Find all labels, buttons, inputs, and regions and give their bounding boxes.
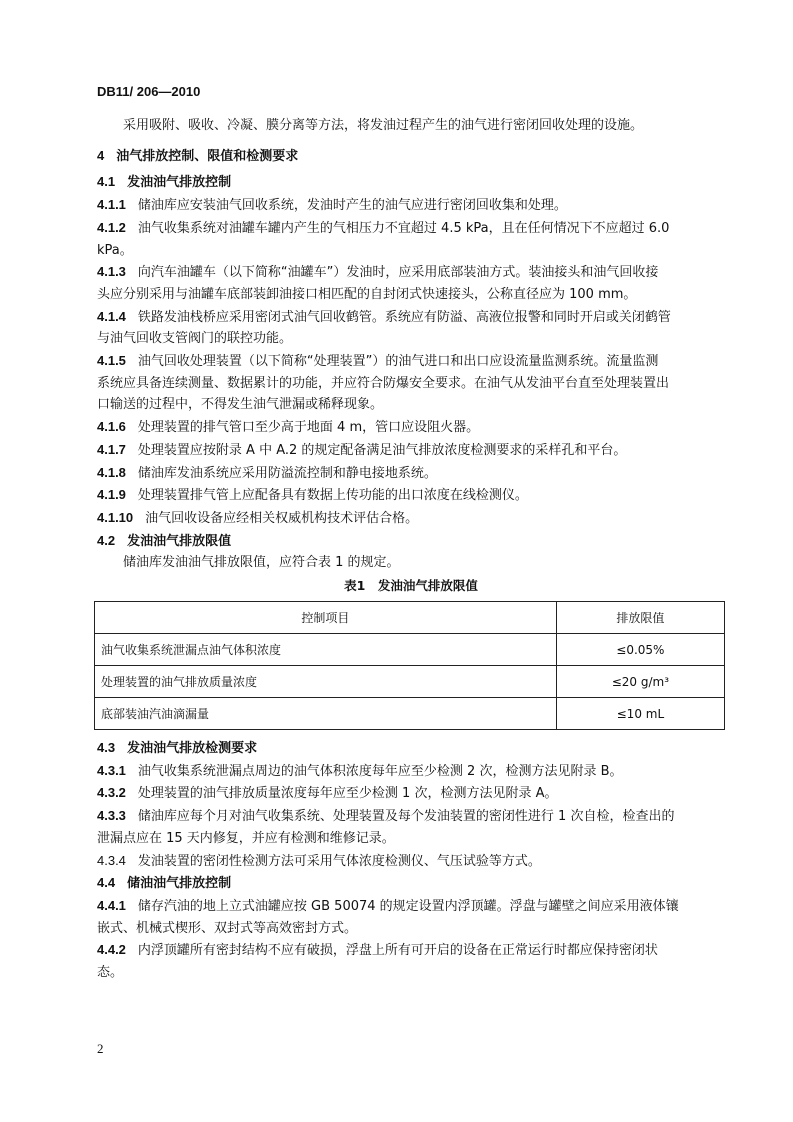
page-content [97,115,725,984]
clause-4-1-5 [97,350,725,373]
clause-number: 4.1.4 [97,308,126,324]
clause-4-4-1-cont: 嵌式、机械式楔形、双封式等高效密封方式。 [97,920,358,936]
clause-4-1-2 [97,217,725,240]
subsection-4-3-heading [97,737,725,760]
table-cell: 底部装油汽油滴漏量 [95,698,557,730]
clause-text: 处理装置排气管上应配备具有数据上传功能的出口浓度在线检测仪。 [137,488,528,504]
clause-4-4-2 [97,939,725,962]
clause-4-1-7 [97,439,725,462]
table-row [95,634,725,666]
clause-number: 4.1.3 [97,264,126,280]
subsection-title: 发油油气排放限值 [127,533,232,549]
clause-4-1-6 [97,416,725,439]
subsection-4-1-heading [97,171,725,194]
subsection-title: 储油油气排放控制 [127,876,232,892]
clause-number: 4.4.1 [97,897,126,913]
clause-4-3-1 [97,760,725,783]
clause-text: 储油库应每个月对油气收集系统、处理装置及每个发油装置的密闭性进行 1 次自检，检查出的 [137,809,675,825]
clause-number: 4.1.2 [97,219,126,235]
clause-4-3-4 [97,850,725,873]
clause-4-1-3-cont: 头应分别采用与油罐车底部装卸油接口相匹配的自封闭式快速接头，公称直径应为 100 mm。 [97,286,637,302]
subsection-number: 4.4 [97,875,116,891]
table-cell: 油气收集系统泄漏点油气体积浓度 [95,634,557,666]
emission-limits-table [94,601,725,730]
clause-number: 4.3.4 [97,852,126,868]
clause-4-1-5-cont: 口输送的过程中，不得发生油气泄漏或稀释现象。 [97,397,384,413]
clause-number: 4.3.1 [97,762,126,778]
clause-text: 储存汽油的地上立式油罐应按 GB 50074 的规定设置内浮顶罐。浮盘与罐壁之间应采用液体镶 [137,898,679,914]
clause-4-3-3-cont: 泄漏点应在 15 天内修复，并应有检测和维修记录。 [97,830,395,846]
clause-number: 4.1.8 [97,464,126,480]
table-cell: 处理装置的油气排放质量浓度 [95,666,557,698]
clause-text: 向汽车油罐车（以下简称“油罐车”）发油时，应采用底部装油方式。装油接头和油气回收接 [137,265,659,281]
clause-text: 发油装置的密闭性检测方法可采用气体浓度检测仪、气压试验等方式。 [137,853,541,869]
intro-paragraph: 采用吸附、吸收、冷凝、膜分离等方法，将发油过程产生的油气进行密闭回收处理的设施。 [123,118,644,133]
standard-code: DB11/ 206—2010 [97,84,201,99]
section-4-heading [97,145,725,168]
clause-4-4-2-cont: 态。 [97,965,124,981]
clause-number: 4.1.9 [97,487,126,503]
clause-4-1-3 [97,261,725,284]
clause-4-1-9 [97,484,725,507]
clause-number: 4.1.6 [97,419,126,435]
clause-text: 储油库应安装油气回收系统，发油时产生的油气应进行密闭回收集和处理。 [137,198,567,214]
clause-text: 内浮顶罐所有密封结构不应有破损，浮盘上所有可开启的设备在正常运行时都应保持密闭状 [137,943,658,959]
table-caption: 表1 发油油气排放限值 [344,578,478,594]
clause-4-1-5-cont: 系统应具备连续测量、数据累计的功能，并应符合防爆安全要求。在油气从发油平台直至处理装置出 [97,375,670,391]
clause-text: 处理装置的油气排放质量浓度每年应至少检测 1 次，检测方法见附录 A。 [137,786,558,802]
clause-text: 油气收集系统对油罐车罐内产生的气相压力不宜超过 4.5 kPa，且在任何情况下不应超过 6.0 [137,220,670,236]
subsection-number: 4.2 [97,532,116,548]
subsection-4-4-heading [97,872,725,895]
clause-4-1-4 [97,306,725,329]
subsection-title: 发油油气排放检测要求 [127,741,258,757]
clause-4-3-2 [97,782,725,805]
table-header-cell: 控制项目 [95,602,557,634]
clause-4-3-3 [97,805,725,828]
clause-number: 4.1.1 [97,197,126,213]
clause-text: 油气收集系统泄漏点周边的油气体积浓度每年应至少检测 2 次，检测方法见附录 B。 [137,763,623,779]
clause-4-1-10 [97,507,725,530]
table-cell: ≤0.05% [556,634,724,666]
clause-number: 4.1.10 [97,509,134,525]
subsection-4-2-heading [97,530,725,553]
clause-number: 4.1.5 [97,353,126,369]
table-header-row [95,602,725,634]
clause-4-1-8 [97,462,725,485]
subsection-number: 4.1 [97,174,116,190]
table-cell: ≤20 g/m³ [556,666,724,698]
subsection-title: 发油油气排放控制 [127,175,232,191]
table-header-cell: 排放限值 [556,602,724,634]
clause-4-1-2-cont: kPa。 [97,242,133,258]
clause-text: 铁路发油栈桥应采用密闭式油气回收鹤管。系统应有防溢、高液位报警和同时开启或关闭鹤管 [137,309,671,325]
subsection-number: 4.3 [97,740,116,756]
table-row [95,666,725,698]
section-title: 油气排放控制、限值和检测要求 [116,148,299,164]
clause-number: 4.3.3 [97,808,126,824]
clause-4-1-1 [97,194,725,217]
clause-4-1-4-cont: 与油气回收支管阀门的联控功能。 [97,331,293,347]
clause-4-4-1 [97,895,725,918]
page-number: 2 [97,1041,104,1056]
clause-number: 4.1.7 [97,441,126,457]
clause-text: 处理装置应按附录 A 中 A.2 的规定配备满足油气排放浓度检测要求的采样孔和平台。 [137,442,627,458]
clause-number: 4.3.2 [97,785,126,801]
clause-text: 油气回收处理装置（以下简称“处理装置”）的油气进口和出口应设流量监测系统。流量监测 [137,354,659,370]
limits-paragraph: 储油库发油油气排放限值，应符合表 1 的规定。 [123,555,400,571]
clause-text: 处理装置的排气管口至少高于地面 4 m，管口应设阻火器。 [137,420,480,436]
clause-text: 储油库发油系统应采用防溢流控制和静电接地系统。 [137,465,437,481]
section-number: 4 [97,147,105,163]
clause-text: 油气回收设备应经相关权威机构技术评估合格。 [145,510,419,526]
table-cell: ≤10 mL [556,698,724,730]
clause-number: 4.4.2 [97,942,126,958]
table-row [95,698,725,730]
